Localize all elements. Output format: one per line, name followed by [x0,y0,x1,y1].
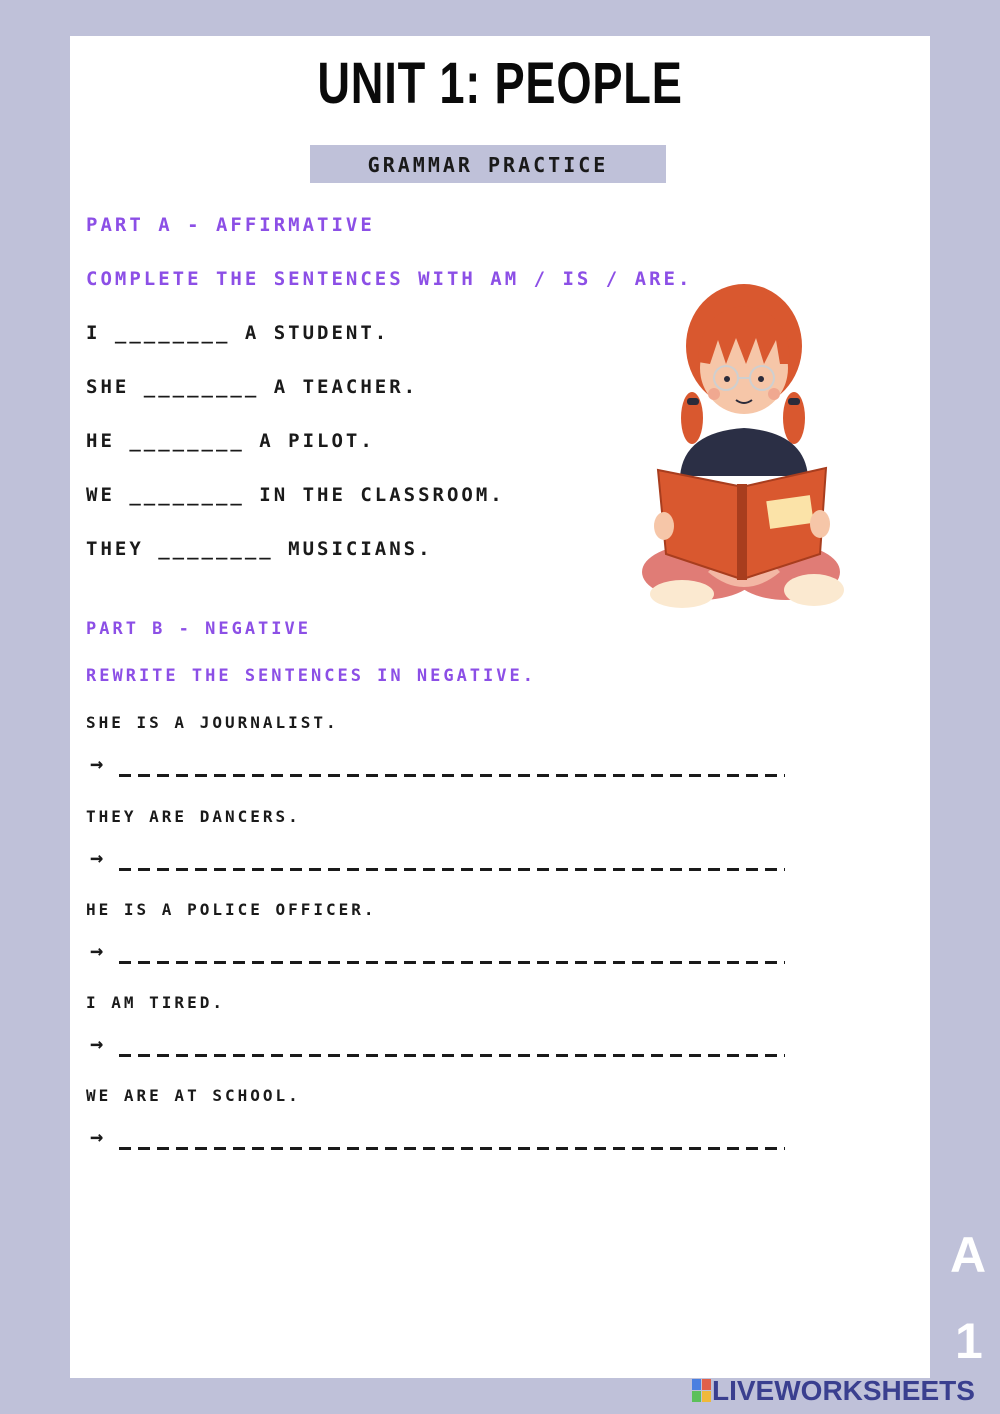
page-title: UNIT 1: PEOPLE [317,51,683,116]
sentence-3: HE ________ A PILOT. [86,430,375,452]
footer-brand[interactable] [692,1376,975,1406]
answer-line-4[interactable] [90,1032,785,1057]
negative-sentence-5: WE ARE AT SCHOOL. [86,1086,301,1105]
answer-line-2[interactable] [90,846,785,871]
answer-line-5[interactable] [90,1125,785,1150]
brand-name: LIVEWORKSHEETS [712,1375,975,1406]
part-b-heading: PART B - NEGATIVE [86,619,311,639]
arrow-icon: → [90,1032,104,1057]
arrow-icon: → [90,1125,104,1150]
negative-sentence-4: I AM TIRED. [86,993,225,1012]
part-a-instruction: COMPLETE THE SENTENCES WITH AM / IS / ARE. [86,268,693,290]
negative-sentence-1: SHE IS A JOURNALIST. [86,713,339,732]
liveworksheets-logo-icon [692,1379,712,1403]
negative-sentence-2: THEY ARE DANCERS. [86,807,301,826]
sentence-5: THEY ________ MUSICIANS. [86,538,433,560]
negative-sentence-3: HE IS A POLICE OFFICER. [86,900,377,919]
sentence-1: I ________ A STUDENT. [86,322,390,344]
answer-blank[interactable] [119,1136,785,1150]
part-a-heading: PART A - AFFIRMATIVE [86,214,375,236]
answer-blank[interactable] [119,857,785,871]
answer-blank[interactable] [119,763,785,777]
sentence-2: SHE ________ A TEACHER. [86,376,419,398]
section-banner: GRAMMAR PRACTICE [310,145,666,183]
answer-blank[interactable] [119,1043,785,1057]
answer-line-1[interactable] [90,752,785,777]
answer-blank[interactable] [119,950,785,964]
level-number: 1 [955,1313,983,1369]
sentence-4: WE ________ IN THE CLASSROOM. [86,484,505,506]
answer-line-3[interactable] [90,939,785,964]
arrow-icon: → [90,846,104,871]
arrow-icon: → [90,752,104,777]
part-b-instruction: REWRITE THE SENTENCES IN NEGATIVE. [86,666,536,686]
girl-reading-illustration [640,272,844,608]
worksheet-page [70,36,930,1378]
arrow-icon: → [90,939,104,964]
level-letter: A [950,1227,987,1283]
